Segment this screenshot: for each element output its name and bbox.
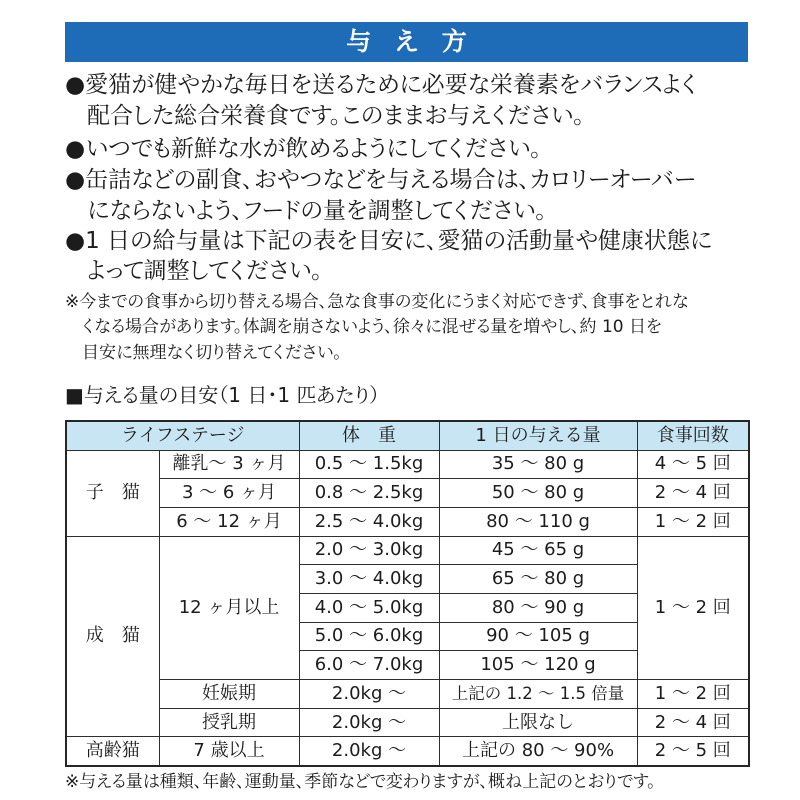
amount-cell: 80 ～ 110 g	[439, 507, 637, 536]
amount-cell: 80 ～ 90 g	[439, 593, 637, 622]
table-title: ■与える量の目安（1 日・1 匹あたり）	[65, 383, 380, 407]
category-senior: 高齢猫	[66, 737, 159, 766]
stage-cell: 7 歳以上	[159, 737, 299, 766]
table-row	[66, 708, 749, 737]
meals-cell: 2 ～ 4 回	[637, 708, 749, 737]
weight-cell: 6.0 ～ 7.0kg	[299, 651, 439, 680]
header-meals: 食事回数	[637, 421, 749, 450]
note-line: 目安に無理なく切り替えてください。	[82, 343, 342, 363]
note-line: くなる場合があります。体調を崩さないよう、徐々に混ぜる量を増やし、約 10 日を	[82, 317, 662, 337]
table-row	[66, 507, 749, 536]
header-daily-amount: 1 日の与える量	[439, 421, 637, 450]
title-band	[65, 22, 748, 62]
table-row	[66, 536, 749, 565]
amount-cell: 上限なし	[439, 708, 637, 737]
instruction-line: ●愛猫が健やかな毎日を送るために必要な栄養素をバランスよく	[65, 72, 698, 98]
amount-cell: 105 ～ 120 g	[439, 651, 637, 680]
stage-cell: 3 ～ 6 ヶ月	[159, 479, 299, 508]
instruction-line: ●いつでも新鮮な水が飲めるようにしてください。	[65, 136, 542, 162]
instruction-line: 配合した総合栄養食です。このままお与えください。	[87, 103, 585, 129]
page-title: 与 え 方	[346, 27, 474, 56]
amount-cell: 90 ～ 105 g	[439, 622, 637, 651]
weight-cell: 2.0kg ～	[299, 708, 439, 737]
instruction-line: ●缶詰などの副食、おやつなどを与える場合は、カロリーオーバー	[65, 167, 697, 193]
amount-cell: 50 ～ 80 g	[439, 479, 637, 508]
stage-cell: 6 ～ 12 ヶ月	[159, 507, 299, 536]
header-life-stage: ライフステージ	[66, 421, 299, 450]
table-row	[66, 680, 749, 709]
weight-cell: 3.0 ～ 4.0kg	[299, 565, 439, 594]
weight-cell: 2.5 ～ 4.0kg	[299, 507, 439, 536]
weight-cell: 0.5 ～ 1.5kg	[299, 450, 439, 479]
meals-cell: 2 ～ 5 回	[637, 737, 749, 766]
amount-cell: 上記の 1.2 ～ 1.5 倍量	[439, 680, 637, 709]
instruction-line: ●1 日の給与量は下記の表を目安に、愛猫の活動量や健康状態に	[65, 228, 713, 254]
instruction-line: よって調整してください。	[87, 258, 323, 284]
amount-cell: 上記の 80 ～ 90%	[439, 737, 637, 766]
table-row	[66, 450, 749, 479]
category-kitten: 子 猫	[66, 450, 159, 536]
table-header-row	[66, 421, 749, 450]
instruction-line: にならないよう、フードの量を調整してください。	[87, 198, 547, 224]
table-row	[66, 737, 749, 766]
weight-cell: 4.0 ～ 5.0kg	[299, 593, 439, 622]
meals-cell: 2 ～ 4 回	[637, 479, 749, 508]
weight-cell: 0.8 ～ 2.5kg	[299, 479, 439, 508]
meals-cell: 1 ～ 2 回	[637, 680, 749, 709]
weight-cell: 2.0 ～ 3.0kg	[299, 536, 439, 565]
amount-cell: 35 ～ 80 g	[439, 450, 637, 479]
weight-cell: 2.0kg ～	[299, 680, 439, 709]
feeding-table	[65, 420, 750, 767]
stage-cell: 授乳期	[159, 708, 299, 737]
stage-cell: 妊娠期	[159, 680, 299, 709]
meals-cell: 1 ～ 2 回	[637, 507, 749, 536]
weight-cell: 5.0 ～ 6.0kg	[299, 622, 439, 651]
amount-cell: 45 ～ 65 g	[439, 536, 637, 565]
header-weight: 体 重	[299, 421, 439, 450]
table-head	[66, 421, 749, 450]
note-line: ※今までの食事から切り替える場合、急な食事の変化にうまく対応できず、食事をとれな	[65, 292, 689, 312]
stage-cell: 12 ヶ月以上	[159, 536, 299, 679]
meals-cell: 1 ～ 2 回	[637, 536, 749, 679]
weight-cell: 2.0kg ～	[299, 737, 439, 766]
footnote: ※与える量は種類、年齢、運動量、季節などで変わりますが、概ね上記のとおりです。	[65, 772, 656, 792]
category-adult: 成 猫	[66, 536, 159, 737]
amount-cell: 65 ～ 80 g	[439, 565, 637, 594]
meals-cell: 4 ～ 5 回	[637, 450, 749, 479]
table-row	[66, 479, 749, 508]
stage-cell: 離乳～ 3 ヶ月	[159, 450, 299, 479]
table-body	[66, 450, 749, 766]
